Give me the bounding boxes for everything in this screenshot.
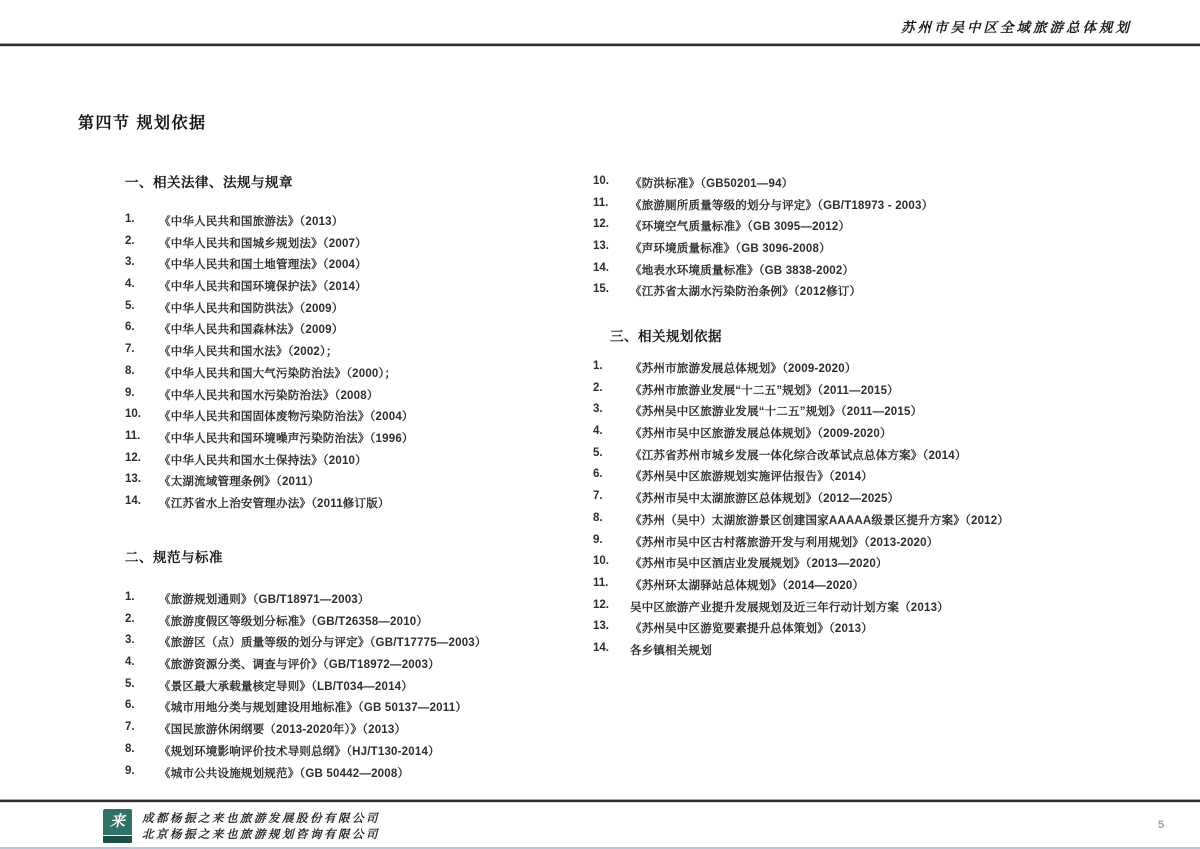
list-item [593,490,1153,512]
footer-rule [0,799,1200,803]
item-text: 《中华人民共和国旅游法》（2013） [159,216,344,228]
item-number: 10. [593,175,609,187]
item-text: 《太湖流域管理条例》（2011） [159,476,320,489]
item-number: 3. [125,634,135,647]
item-number: 4. [125,656,135,669]
item-number: 15. [593,283,609,296]
item-number: 6. [125,699,135,712]
laws-list [125,213,570,517]
page-number: 5 [1158,819,1165,831]
list-item [125,235,570,257]
list-item [593,555,1153,577]
item-text: 《中华人民共和国固体废物污染防治法》（2004） [159,411,414,424]
item-number: 5. [125,677,135,690]
item-text: 《环境空气质量标准》（GB 3095—2012） [630,221,851,234]
item-text: 各乡镇相关规划 [630,644,712,657]
list-item [125,321,570,343]
list-item [125,591,580,613]
item-text: 《江苏省水上治安管理办法》（2011修订版） [159,497,390,510]
list-item [593,262,1113,284]
item-number: 9. [125,764,135,777]
item-text: 《城市公共设施规划规范》（GB 50442—2008） [159,767,410,780]
item-text: 《中华人民共和国环境噪声污染防治法》（1996） [159,432,414,445]
item-text: 《苏州市吴中区酒店业发展规划》（2013—2020） [630,558,888,571]
item-text: 《旅游厕所质量等级的划分与评定》（GB/T18973 - 2003） [630,199,934,212]
company-logo-band [103,836,132,843]
item-number: 12. [593,218,609,231]
item-text: 《国民旅游休闲纲要（2013-2020年）》（2013） [159,724,407,737]
standards-list-right [593,175,1113,305]
item-text: 吴中区旅游产业提升发展规划及近三年行动计划方案（2013） [630,601,949,614]
section-heading-standards: 二、规范与标准 [125,550,223,565]
list-item [593,360,1153,382]
list-item [125,343,570,365]
list-item [125,213,570,235]
list-item [125,278,570,300]
list-item [125,634,580,656]
list-item [125,365,570,387]
list-item [593,283,1113,305]
list-item [593,240,1113,262]
item-number: 7. [125,721,135,734]
item-number: 6. [593,468,603,481]
list-item [125,699,580,721]
item-number: 3. [125,256,135,269]
list-item [125,408,570,430]
item-number: 11. [593,196,609,209]
item-text: 《城市用地分类与规划建设用地标准》（GB 50137—2011） [159,702,468,715]
item-number: 14. [593,261,609,274]
section-heading-laws: 一、相关法律、法规与规章 [125,175,293,190]
list-item [593,175,1113,197]
item-number: 7. [593,490,603,503]
item-number: 8. [125,742,135,755]
list-item [593,642,1153,664]
item-text: 《旅游规划通则》（GB/T18971—2003） [159,594,370,606]
list-item [593,577,1153,599]
item-text: 《防洪标准》（GB50201—94） [630,178,794,190]
item-text: 《苏州环太湖驿站总体规划》（2014—2020） [630,579,865,592]
item-text: 《景区最大承载量核定导则》（LB/T034—2014） [159,680,413,693]
list-item [593,403,1153,425]
list-item [593,534,1153,556]
item-number: 13. [125,473,141,486]
item-number: 1. [125,591,135,603]
item-text: 《苏州市吴中太湖旅游区总体规划》（2012—2025） [630,493,900,506]
list-item [125,765,580,787]
list-item [125,473,570,495]
item-number: 4. [593,425,603,438]
item-number: 8. [125,364,135,377]
item-text: 《中华人民共和国防洪法》（2009） [159,302,344,315]
item-number: 13. [593,620,609,633]
item-text: 《江苏省太湖水污染防治条例》（2012修订） [630,286,862,299]
item-number: 2. [125,612,135,625]
item-text: 《中华人民共和国环境保护法》（2014） [159,281,367,294]
item-text: 《苏州（吴中）太湖旅游景区创建国家AAAAA级景区提升方案》（2012） [630,514,1010,527]
item-number: 5. [125,299,135,312]
item-text: 《中华人民共和国城乡规划法》（2007） [159,237,367,250]
item-text: 《中华人民共和国水土保持法》（2010） [159,454,367,467]
item-text: 《苏州吴中区游览要素提升总体策划》（2013） [630,623,873,636]
item-number: 4. [125,278,135,291]
list-item [593,599,1153,621]
item-text: 《中华人民共和国大气污染防治法》（2000）； [159,367,397,380]
list-item [593,447,1153,469]
item-text: 《苏州市旅游发展总体规划》（2009-2020） [630,363,857,375]
item-text: 《中华人民共和国森林法》（2009） [159,324,344,337]
item-text: 《苏州市吴中区旅游发展总体规划》（2009-2020） [630,428,892,441]
item-number: 1. [125,213,135,225]
item-number: 14. [593,641,609,654]
list-item [125,300,570,322]
list-item [125,613,580,635]
item-number: 2. [593,381,603,394]
item-text: 《地表水环境质量标准》（GB 3838-2002） [630,264,855,277]
footer-company-names [142,810,380,842]
item-number: 13. [593,240,609,253]
company-name-line2: 北京杨振之来也旅游规划咨询有限公司 [142,827,380,841]
item-number: 6. [125,321,135,334]
item-number: 2. [125,234,135,247]
header-rule [0,43,1200,47]
item-text: 《苏州市旅游业发展“十二五”规划》（2011—2015） [630,384,899,397]
plans-list [593,360,1153,664]
item-text: 《旅游资源分类、调查与评价》（GB/T18972—2003） [159,659,440,672]
list-item [125,721,580,743]
list-item [125,656,580,678]
item-text: 《旅游区（点）质量等级的划分与评定》（GB/T17775—2003） [159,637,487,650]
list-item [593,468,1153,490]
list-item [593,620,1153,642]
item-text: 《苏州吴中区旅游业发展“十二五”规划》（2011—2015） [630,406,923,419]
list-item [125,256,570,278]
document-header-title: 苏州市吴中区全域旅游总体规划 [901,20,1132,36]
item-number: 9. [125,386,135,399]
item-number: 1. [593,360,603,372]
company-logo [103,809,132,844]
item-number: 14. [125,494,141,507]
list-item [593,197,1113,219]
item-text: 《中华人民共和国水污染防治法》（2008） [159,389,379,402]
list-item [125,743,580,765]
item-number: 7. [125,343,135,356]
item-number: 8. [593,511,603,524]
item-text: 《中华人民共和国土地管理法》（2004） [159,259,367,272]
item-number: 3. [593,403,603,416]
item-number: 10. [593,555,609,568]
list-item [125,452,570,474]
list-item [593,512,1153,534]
item-number: 12. [125,451,141,464]
item-text: 《旅游度假区等级划分标准》（GB/T26358—2010） [159,615,429,628]
item-text: 《声环境质量标准》（GB 3096-2008） [630,243,831,256]
item-number: 12. [593,598,609,611]
item-text: 《苏州吴中区旅游规划实施评估报告》（2014） [630,471,873,484]
item-text: 《苏州市吴中区古村落旅游开发与利用规划》（2013-2020） [630,536,939,549]
item-number: 11. [593,576,609,589]
section-heading-plans: 三、相关规划依据 [610,329,722,344]
list-item [125,495,570,517]
list-item [125,430,570,452]
item-number: 10. [125,408,141,421]
page-title: 第四节 规划依据 [78,115,207,132]
standards-list-left [125,591,580,786]
list-item [125,678,580,700]
list-item [125,387,570,409]
item-number: 5. [593,446,603,459]
list-item [593,382,1153,404]
list-item [593,425,1153,447]
list-item [593,218,1113,240]
item-number: 11. [125,429,141,442]
item-text: 《规划环境影响评价技术导则总纲》（HJ/T130-2014） [159,745,440,758]
item-text: 《中华人民共和国水法》（2002）； [159,346,338,359]
item-number: 9. [593,533,603,546]
item-text: 《江苏省苏州市城乡发展一体化综合改革试点总体方案》（2014） [630,449,967,462]
company-logo-icon: 来 [103,809,132,835]
company-name-line1: 成都杨振之来也旅游发展股份有限公司 [142,811,380,825]
